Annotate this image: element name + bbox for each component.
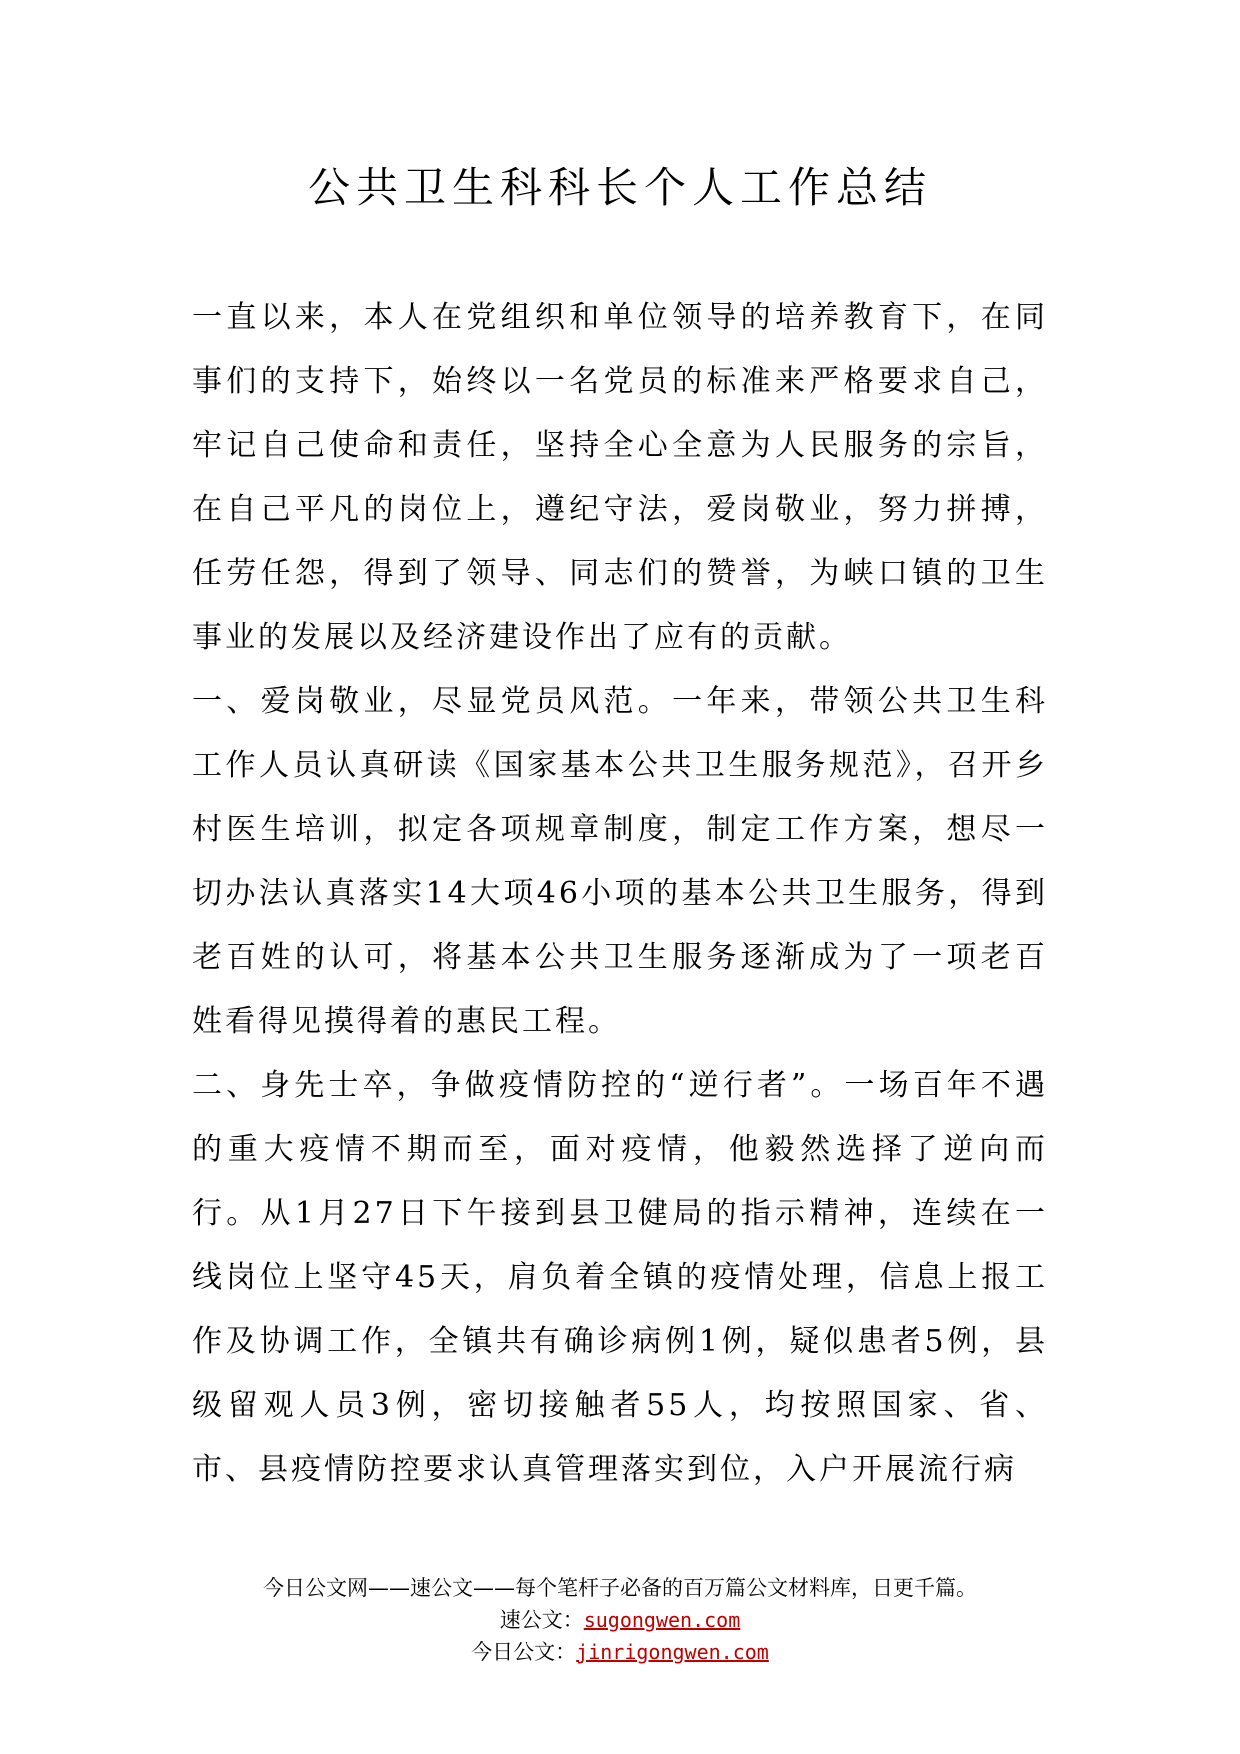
footer-jinrigongwen-label: 今日公文： <box>471 1640 577 1664</box>
paragraph-section-1: 一、爱岗敬业，尽显党员风范。一年来，带领公共卫生科工作人员认真研读《国家基本公共卫生服务规范》，召开乡村医生培训，拟定各项规章制度，制定工作方案，想尽一切办法认真落实14大项46小项的基本公共卫生服务，得到老百姓的认可，将基本公共卫生服务逐渐成为了一项老百姓看得见摸得着的惠民工程。 <box>192 684 1048 1039</box>
jinrigongwen-link[interactable]: jinrigongwen.com <box>576 1640 769 1664</box>
footer-jinrigongwen <box>0 1636 1240 1668</box>
footer-slogan: 今日公文网——速公文——每个笔杆子必备的百万篇公文材料库，日更千篇。 <box>263 1576 977 1600</box>
footer-sugongwen-label: 速公文： <box>499 1608 584 1632</box>
document-body <box>192 286 1048 1502</box>
paragraph-intro: 一直以来，本人在党组织和单位领导的培养教育下，在同事们的支持下，始终以一名党员的标准来严格要求自己，牢记自己使命和责任，坚持全心全意为人民服务的宗旨，在自己平凡的岗位上，遵纪守法，爱岗敬业，努力拼搏，任劳任怨，得到了领导、同志们的赞誉，为峡口镇的卫生事业的发展以及经济建设作出了应有的贡献。 <box>192 300 1048 655</box>
site-footer <box>0 1572 1240 1668</box>
footer-sugongwen <box>0 1604 1240 1636</box>
document-title: 公共卫生科科长个人工作总结 <box>307 163 932 212</box>
paragraph-section-2: 二、身先士卒，争做疫情防控的“逆行者”。一场百年不遇的重大疫情不期而至，面对疫情，他毅然选择了逆向而行。从1月27日下午接到县卫健局的指示精神，连续在一线岗位上坚守45天，肩负着全镇的疫情处理，信息上报工作及协调工作，全镇共有确诊病例1例，疑似患者5例，县级留观人员3例，密切接触者55人，均按照国家、省、市、县疫情防控要求认真管理落实到位，入户开展流行病 <box>192 1068 1048 1487</box>
sugongwen-link[interactable]: sugongwen.com <box>583 1608 741 1632</box>
